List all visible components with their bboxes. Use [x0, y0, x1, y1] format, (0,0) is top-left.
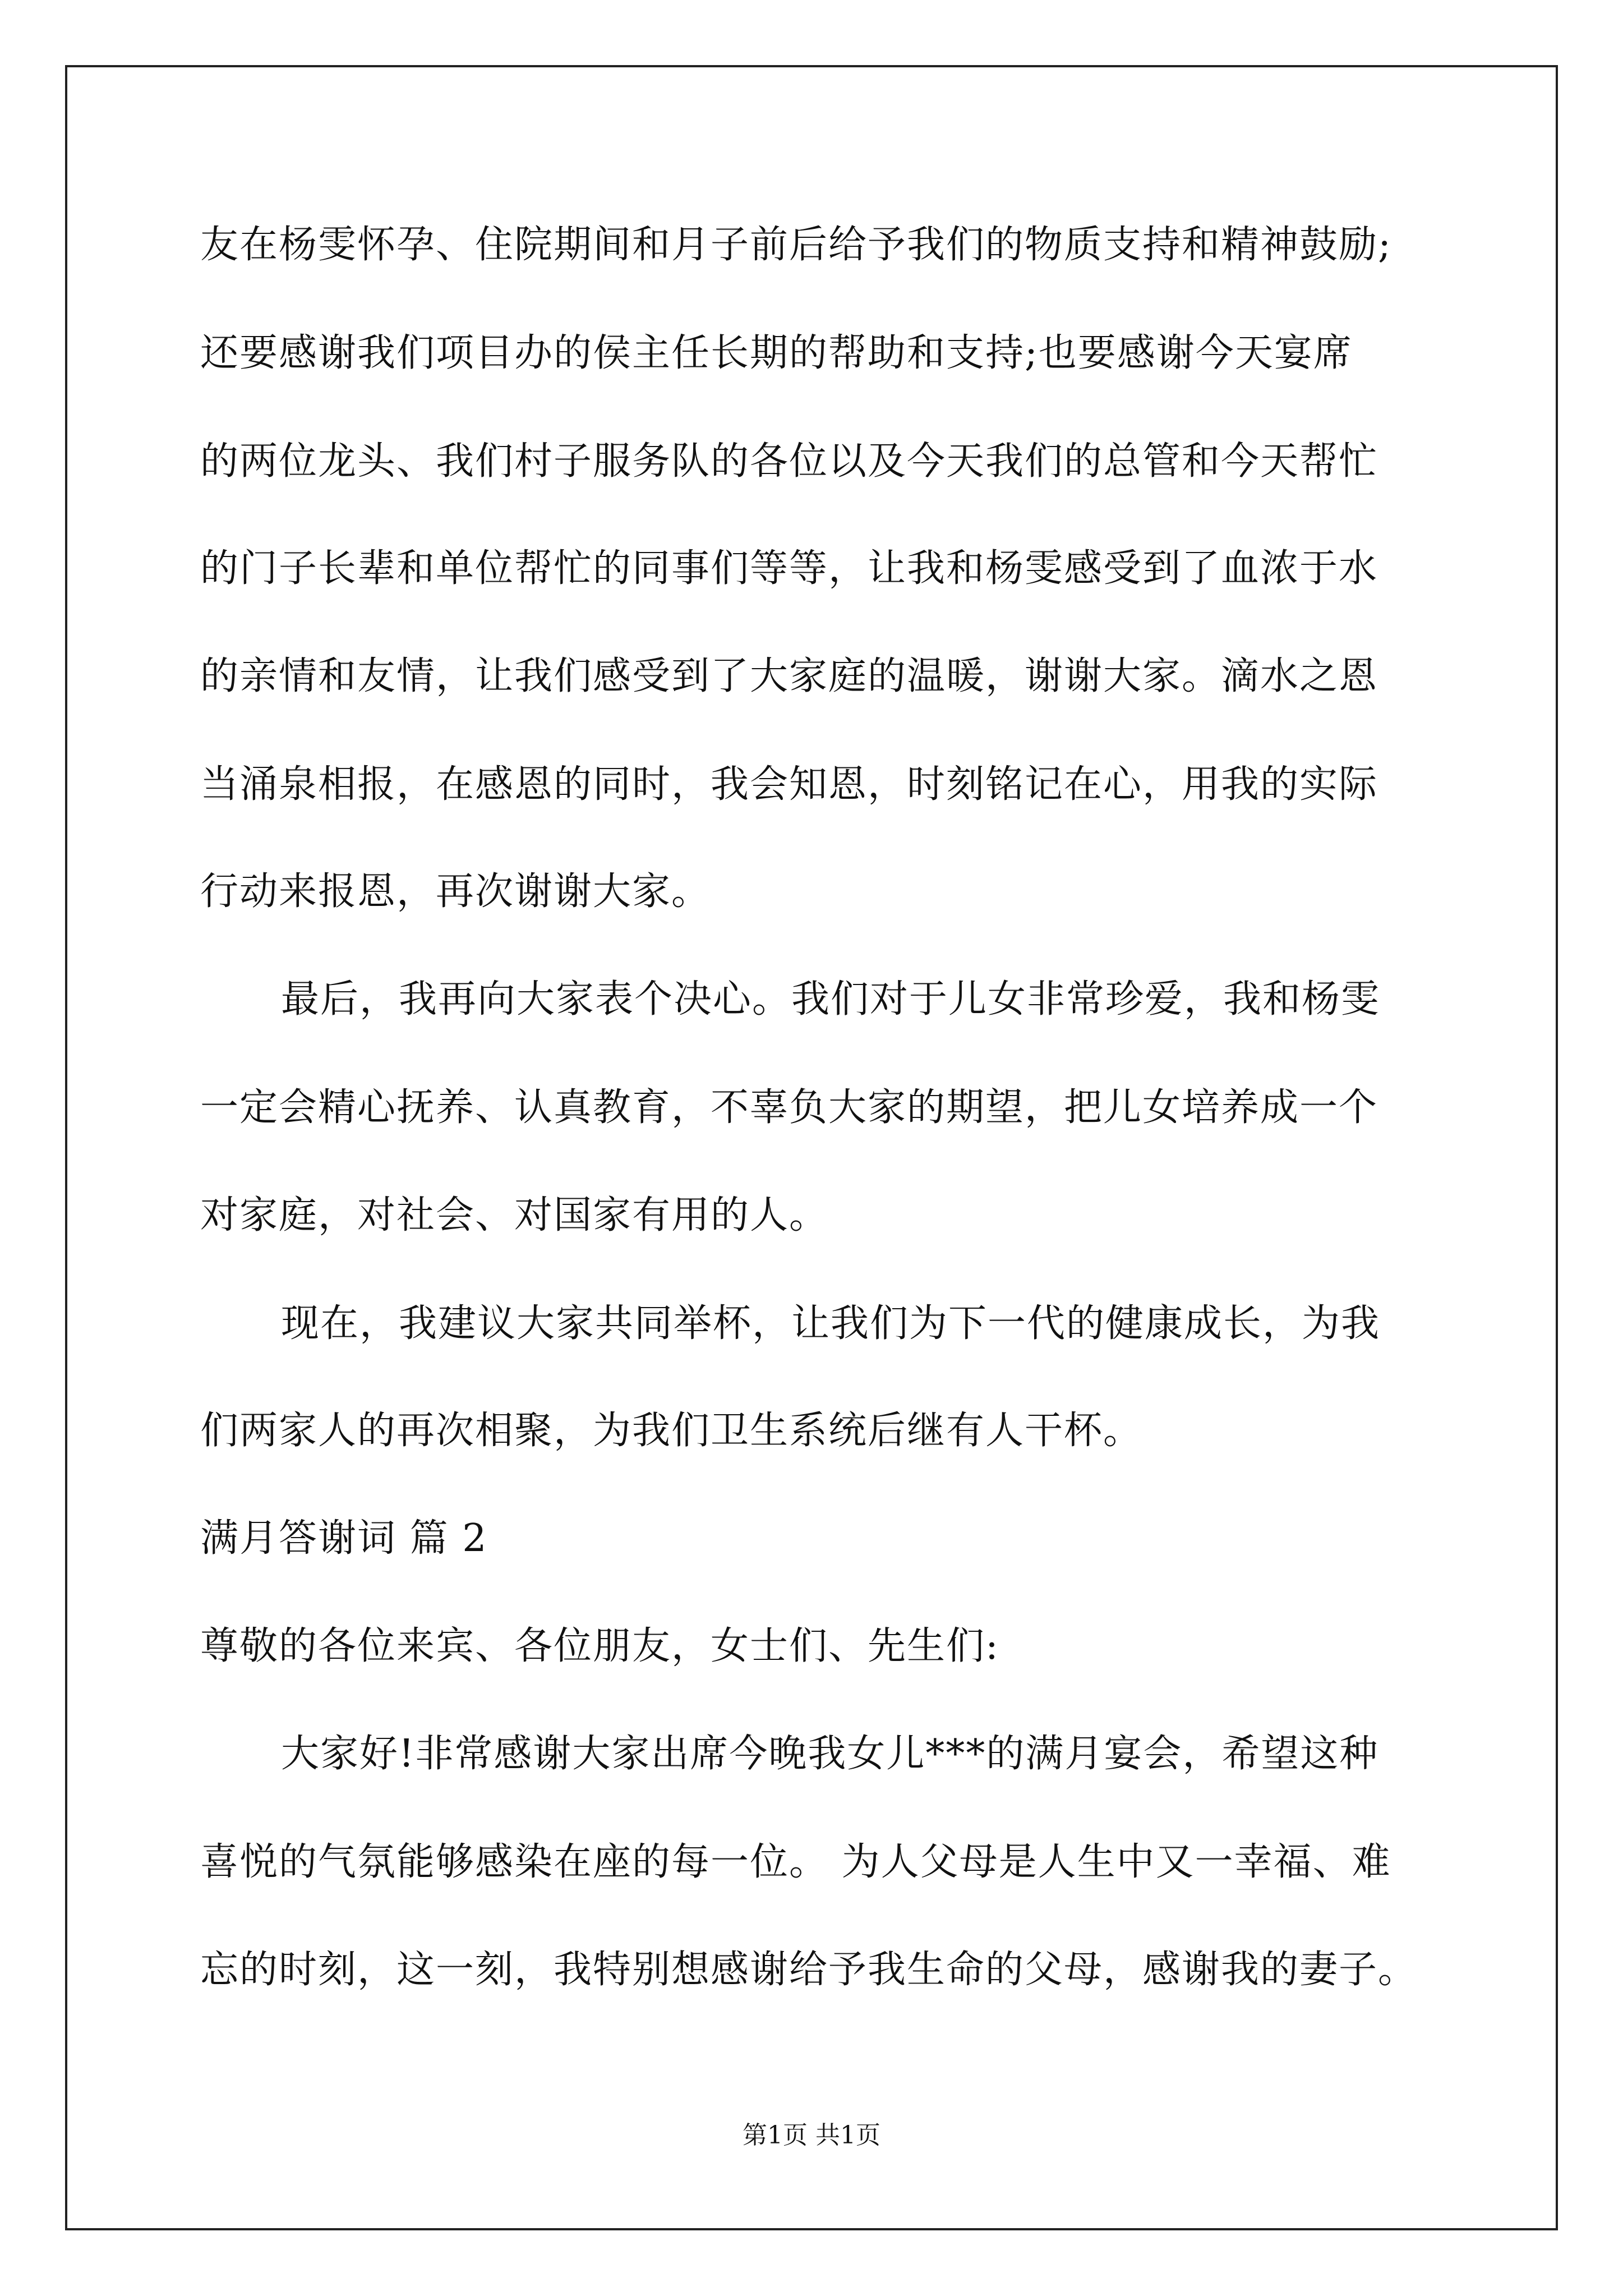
- section-heading: 满月答谢词 篇 2: [200, 1516, 488, 1561]
- salutation-line: 尊敬的各位来宾、各位朋友，女士们、先生们:: [200, 1624, 999, 1668]
- text-line: 的亲情和友情，让我们感受到了大家庭的温暖，谢谢大家。滴水之恩: [200, 654, 1378, 698]
- paragraph-start-line: 大家好!非常感谢大家出席今晚我女儿***的满月宴会，希望这种: [281, 1732, 1379, 1776]
- text-line: 的两位龙头、我们村子服务队的各位以及今天我们的总管和今天帮忙: [200, 439, 1378, 484]
- page-footer: 第1页 共1页: [743, 2121, 880, 2150]
- text-line: 喜悦的气氛能够感染在座的每一位。 为人父母是人生中又一幸福、难: [200, 1840, 1391, 1884]
- page-border: [65, 65, 1558, 2230]
- text-line: 对家庭，对社会、对国家有用的人。: [200, 1193, 829, 1237]
- text-line: 的门子长辈和单位帮忙的同事们等等，让我和杨雯感受到了血浓于水: [200, 546, 1378, 591]
- text-line: 行动来报恩，再次谢谢大家。: [200, 869, 711, 914]
- text-line: 还要感谢我们项目办的侯主任长期的帮助和支持;也要感谢今天宴席: [200, 331, 1353, 375]
- text-line: 友在杨雯怀孕、住院期间和月子前后给予我们的物质支持和精神鼓励;: [200, 223, 1392, 267]
- paragraph-start-line: 现在，我建议大家共同举杯，让我们为下一代的健康成长，为我: [281, 1301, 1381, 1346]
- text-line: 当涌泉相报，在感恩的同时，我会知恩，时刻铭记在心，用我的实际: [200, 762, 1378, 807]
- text-line: 忘的时刻，这一刻，我特别想感谢给予我生命的父母，感谢我的妻子。: [200, 1948, 1418, 1992]
- text-line: 们两家人的再次相聚，为我们卫生系统后继有人干杯。: [200, 1409, 1143, 1453]
- paragraph-start-line: 最后，我再向大家表个决心。我们对于儿女非常珍爱，我和杨雯: [281, 977, 1381, 1022]
- text-line: 一定会精心抚养、认真教育，不辜负大家的期望，把儿女培养成一个: [200, 1085, 1378, 1130]
